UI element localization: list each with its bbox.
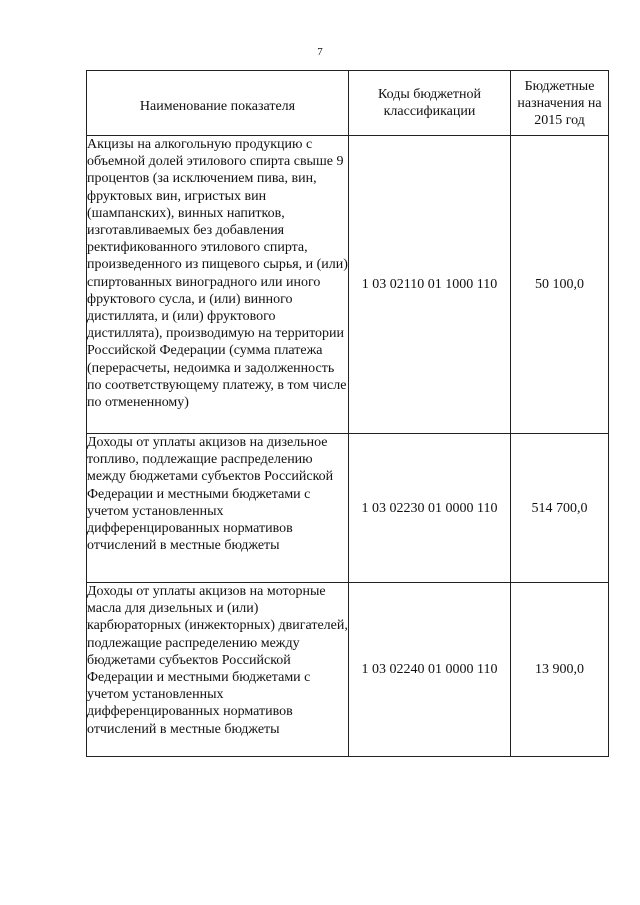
budget-amount: 13 900,0 (511, 583, 609, 757)
header-code: Коды бюджетной классификации (349, 71, 511, 136)
indicator-name: Доходы от уплаты акцизов на моторные масла для дизельных и (или) карбюраторных (инжекторных) двигателей, подлежащие распределению между бюджетами субъектов Российской Федерации и местными бюджетами с учетом установленных дифференцированных нормативов отчислений в местные бюджеты (87, 583, 349, 757)
budget-amount: 50 100,0 (511, 136, 609, 434)
table-row (87, 583, 609, 757)
table-body (87, 136, 609, 757)
header-row (87, 71, 609, 136)
header-name: Наименование показателя (87, 71, 349, 136)
budget-code: 1 03 02110 01 1000 110 (349, 136, 511, 434)
budget-code: 1 03 02230 01 0000 110 (349, 434, 511, 583)
indicator-name: Акцизы на алкогольную продукцию с объемной долей этилового спирта свыше 9 процентов (за исключением пива, вин, фруктовых вин, игристых вин (шампанских), винных напитков, изготавливаемых без добавления ректификованного этилового спирта, произведенного из пищевого сырья, и (или) спиртованных виноградного или иного фруктового сусла, и (или) винного дистиллята, и (или) фруктового дистиллята), производимую на территории Российской Федерации (сумма платежа (перерасчеты, недоимка и задолженность по соответствующему платежу, в том числе по отмененному) (87, 136, 349, 434)
table-row (87, 434, 609, 583)
budget-amount: 514 700,0 (511, 434, 609, 583)
budget-code: 1 03 02240 01 0000 110 (349, 583, 511, 757)
budget-table (86, 70, 609, 757)
table-header (87, 71, 609, 136)
header-amount: Бюджетные назначения на 2015 год (511, 71, 609, 136)
indicator-name: Доходы от уплаты акцизов на дизельное топливо, подлежащие распределению между бюджетами субъектов Российской Федерации и местными бюджетами с учетом установленных дифференцированных нормативов отчислений в местные бюджеты (87, 434, 349, 583)
table-row (87, 136, 609, 434)
page-number: 7 (317, 46, 323, 58)
